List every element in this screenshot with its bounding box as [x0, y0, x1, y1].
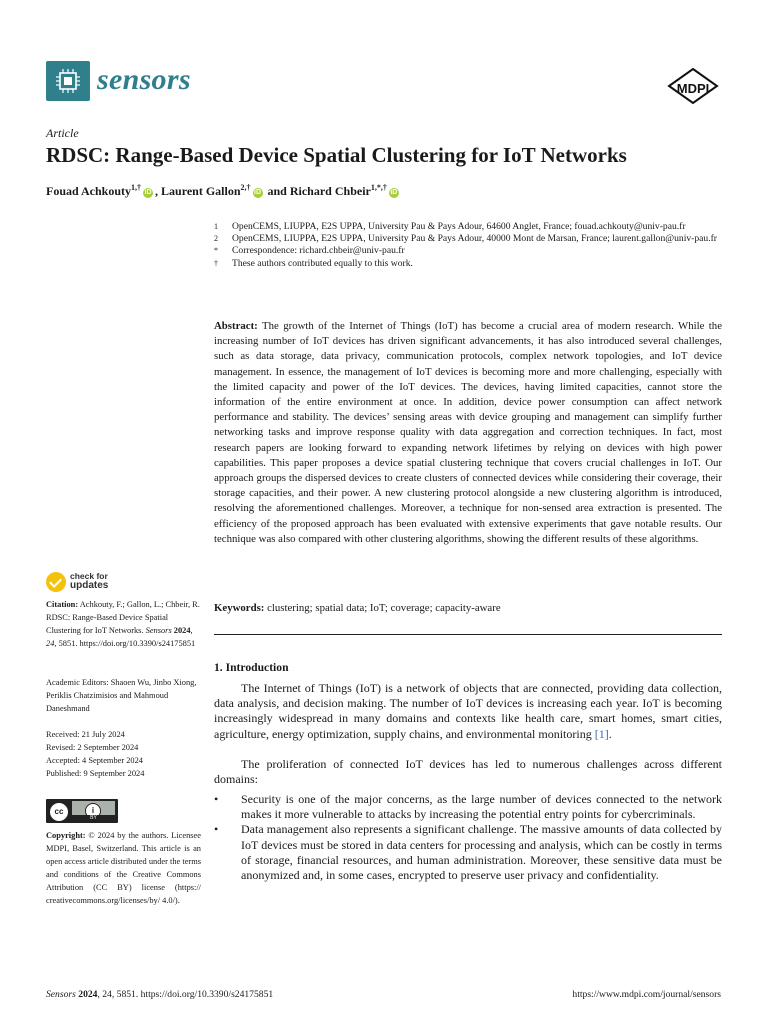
author-separator: and	[264, 184, 290, 198]
date-accepted: Accepted: 4 September 2024	[46, 756, 143, 765]
citation-journal: Sensors	[145, 626, 172, 635]
person-icon: i	[85, 803, 101, 819]
citation-volume: 24	[46, 639, 55, 648]
citation: Citation: Achkouty, F.; Gallon, L.; Chbeir, R. RDSC: Range-Based Device Spatial Clustering for IoT Networks. Sensors 2024, 24, 5851. https://doi.org/10.3390/s24175851	[46, 600, 200, 648]
journal-name[interactable]: sensors	[97, 63, 191, 96]
equal-contribution-note: These authors contributed equally to this work.	[232, 257, 413, 269]
publisher-name: MDPI	[676, 81, 710, 96]
list-item	[214, 822, 722, 883]
author-name[interactable]: Laurent Gallon	[161, 184, 241, 198]
paragraph	[214, 681, 722, 742]
author-name[interactable]: Richard Chbeir	[289, 184, 371, 198]
affiliation-mark: †	[214, 258, 218, 268]
citation-doi[interactable]: , 5851. https://doi.org/10.3390/s24175851	[54, 639, 196, 648]
reference-link[interactable]: [1]	[594, 726, 609, 741]
affiliation-text: OpenCEMS, LIUPPA, E2S UPPA, University Pau & Pays Adour, 64600 Anglet, France; fouad.achkouty@univ-pau.fr	[232, 221, 686, 232]
publisher-logo[interactable]	[667, 68, 719, 104]
affiliation-mark: *	[214, 246, 218, 256]
by-icon	[72, 801, 115, 821]
citation-year: 2024	[173, 626, 191, 635]
academic-editors: Academic Editors: Shaoen Wu, Jinbo Xiong, Periklis Chatzimisios and Mahmoud Daneshmand	[46, 678, 197, 713]
affiliation-item	[214, 258, 734, 270]
by-label: BY	[72, 815, 115, 821]
abstract-label: Abstract:	[214, 320, 258, 332]
citation-label: Citation:	[46, 600, 79, 609]
date-published: Published: 9 September 2024	[46, 769, 145, 778]
copyright-notice	[46, 829, 201, 907]
citation-text: Achkouty, F.; Gallon, L.; Chbeir, R. RDSC: Range-Based Device Spatial Clustering for IoT Networks.	[46, 600, 200, 635]
check-for-updates-button[interactable]	[46, 570, 126, 598]
author-list	[46, 180, 401, 199]
cc-by-license-badge[interactable]	[46, 799, 118, 823]
correspondence-text[interactable]: Correspondence: richard.chbeir@univ-pau.fr	[232, 245, 405, 257]
copyright-label: Copyright:	[46, 831, 86, 840]
section-divider	[214, 634, 722, 635]
paragraph: The proliferation of connected IoT devices has led to numerous challenges across different domains:	[214, 757, 722, 787]
keywords	[214, 601, 722, 616]
author-affil-mark: 1,†	[131, 183, 142, 192]
date-received: Received: 21 July 2024	[46, 730, 125, 739]
list-item-text: Security is one of the major concerns, as the large number of devices connected to the network makes it more vulnerable to attacks by increasing the potential entry points for cybercriminals.	[241, 792, 722, 822]
author-separator: ,	[155, 184, 162, 198]
keywords-text: clustering; spatial data; IoT; coverage; capacity-aware	[264, 602, 501, 614]
footer-journal: Sensors	[46, 989, 76, 1000]
cc-icon: cc	[49, 802, 69, 822]
bullet-icon: •	[214, 792, 219, 806]
footer-citation	[46, 989, 273, 1000]
footer-journal-url[interactable]: https://www.mdpi.com/journal/sensors	[572, 989, 721, 1000]
bullet-icon: •	[214, 822, 219, 837]
date-revised: Revised: 2 September 2024	[46, 743, 139, 752]
affiliation-item	[214, 233, 734, 245]
keywords-label: Keywords:	[214, 602, 265, 614]
affiliation-mark: 2	[214, 234, 218, 244]
affiliation-text: OpenCEMS, LIUPPA, E2S UPPA, University Pau & Pays Adour, 40000 Mont de Marsan, France; laurent.gallon@univ-pau.fr	[232, 233, 718, 245]
paragraph-end: .	[608, 726, 612, 741]
author-affil-mark: 2,†	[240, 183, 251, 192]
copyright-text: © 2024 by the authors. Licensee MDPI, Basel, Switzerland. This article is an open access article distributed under the terms and conditions of the Creative Commons Attribution (CC BY) license (https:// creativecommons.org/licenses/by/ 4.0/).	[46, 831, 201, 905]
affiliations	[214, 221, 734, 270]
list-item	[214, 792, 722, 822]
journal-logo	[46, 61, 90, 101]
author-affil-mark: 1,*,†	[370, 183, 387, 192]
article-type: Article	[46, 126, 79, 140]
abstract-text: The growth of the Internet of Things (IoT) has become a crucial area of modern research. While the increasing number of IoT devices has driven significant advancements, it has also introduced several challenges, such as data storage, data privacy, communication protocols, complex network topologies, and IoT device management. In essence, the management of IoT devices is becoming more and more challenging, especially with the limited capacity and power of the IoT devices. The devices, having limited capacities, cannot store the information of the entire environment at once. In addition, device power consumption can affect network performance and stability. The devices’ sensing areas with device grouping and management can simplify further networking tasks and improve response quality with data aggregation and correction techniques. In fact, most research papers are looking forward to expanding network lifetimes by relying on devices with high power capabilities. This paper proposes a device spatial clustering technique that covers crucial challenges in IoT. Our approach groups the dispersed devices to create clusters of connected devices while considering their coverage, their storage capacities, and their power. A new clustering protocol alongside a new clustering algorithm is introduced, resolving the aforementioned challenges. Moreover, a technique for non-sensed area extraction is presented. The efficiency of the proposed approach has been evaluated with extensive experiments that gave notable results. Our technique was also compared with other clustering algorithms, showing the different results of these algorithms.	[214, 320, 722, 545]
orcid-icon[interactable]: iD	[390, 189, 398, 196]
section-heading: 1. Introduction	[214, 661, 289, 674]
check-label-line1: check for	[70, 571, 108, 581]
checkmark-icon	[46, 572, 66, 592]
author-name[interactable]: Fouad Achkouty	[46, 184, 132, 198]
affiliation-mark: 1	[214, 222, 218, 231]
affiliation-item	[214, 221, 734, 233]
bullet-list	[214, 792, 722, 883]
affiliation-item	[214, 245, 734, 257]
publication-dates	[46, 728, 201, 780]
abstract	[214, 319, 722, 547]
orcid-icon[interactable]: iD	[144, 189, 152, 196]
footer-doi[interactable]: , 24, 5851. https://doi.org/10.3390/s24175851	[97, 989, 274, 1000]
footer-year: 2024	[78, 989, 98, 1000]
check-label-line2: updates	[70, 580, 109, 591]
list-item-text: Data management also represents a significant challenge. The massive amounts of data collected by IoT devices must be stored in data centers for processing and analysis, which can be costly in terms of storage, financial resources, and human administration. Moreover, these sensitive data must be anonymized and, in some cases, encrypted to preserve user privacy and confidentiality.	[241, 822, 722, 883]
article-title: RDSC: Range-Based Device Spatial Clustering for IoT Networks	[46, 143, 627, 167]
paragraph-text: The Internet of Things (IoT) is a network of objects that are connected, providing data collection, data analysis, and decision making. The number of IoT devices is increasing each year. IoT is becoming increasingly widespread in many domains and contexts like health care, smart homes, smart cities, agriculture, energy optimization, supply chains, and environmental monitoring	[214, 681, 722, 741]
orcid-icon[interactable]: iD	[254, 189, 261, 196]
